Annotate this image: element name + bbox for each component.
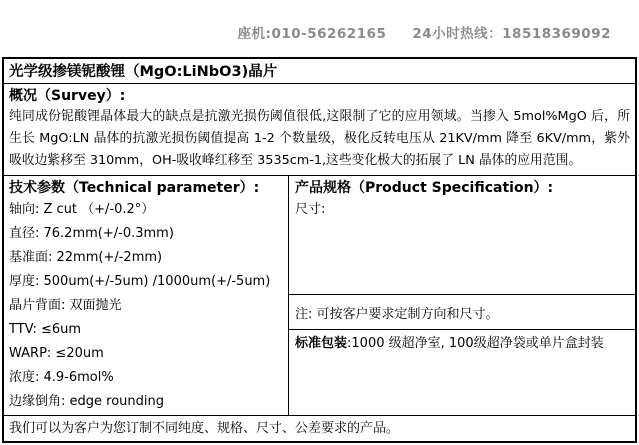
packaging-cell bbox=[289, 330, 635, 415]
tech-item-warp: WARP: ≤20um bbox=[9, 346, 104, 362]
technical-parameters-label: 技术参数（Technical parameter）: bbox=[9, 180, 260, 197]
landline-number: 座机:010-56262165 bbox=[237, 26, 387, 42]
parameters-row bbox=[4, 176, 635, 415]
hotline-number: 24小时热线：18518369092 bbox=[412, 26, 611, 42]
tech-item-ttv: TTV: ≤6um bbox=[9, 322, 82, 338]
tech-item-reference-flat: 基准面: 22mm(+/-2mm) bbox=[9, 250, 163, 266]
packaging-text: :1000 级超净室, 100级超净袋或单片盒封装 bbox=[347, 336, 604, 352]
tech-item-diameter: 直径: 76.2mm(+/-0.3mm) bbox=[9, 226, 174, 242]
contact-header bbox=[0, 22, 611, 42]
product-specification-cell bbox=[289, 176, 635, 415]
survey-label: 概况（Survey）: bbox=[9, 87, 126, 104]
specification-note-cell: 注: 可按客户要求定制方向和尺寸。 bbox=[289, 294, 635, 330]
tech-item-edge: 边缘倒角: edge rounding bbox=[9, 394, 164, 410]
tech-item-thickness: 厚度: 500um(+/-5um) /1000um(+/-5um) bbox=[9, 274, 271, 290]
tech-item-concentration: 浓度: 4.9-6mol% bbox=[9, 370, 114, 386]
technical-parameters-cell bbox=[4, 176, 289, 415]
custom-order-note: 我们可以为客户为您订制不同纯度、规格、尺寸、公差要求的产品。 bbox=[4, 415, 635, 441]
tech-item-axis: 轴向: Z cut （+/-0.2°） bbox=[9, 202, 155, 218]
spec-table bbox=[2, 57, 637, 443]
packaging-label: 标准包装 bbox=[295, 336, 348, 352]
specification-label: 产品规格（Product Specification）: bbox=[295, 180, 554, 197]
survey-section bbox=[4, 84, 635, 176]
product-title: 光学级掺镁铌酸锂（MgO:LiNbO3)晶片 bbox=[4, 59, 635, 84]
specification-top-cell bbox=[289, 176, 635, 294]
survey-paragraph: 纯同成份铌酸锂晶体最大的缺点是抗激光损伤阈值很低,这限制了它的应用领域。当掺入 5mol%MgO 后，所生长 MgO:LN 晶体的抗激光损伤阈值提高 1-2 个数量级，极化反转电压从 21KV/mm 降至 6KV/mm，紫外吸收边紫移至 310mm，OH-吸收峰红移至 3535cm-1,这些变化极大的拓展了 LN 晶体的应用范围。 bbox=[9, 108, 630, 168]
size-label: 尺寸: bbox=[295, 202, 326, 218]
tech-item-backside: 晶片背面: 双面抛光 bbox=[9, 298, 122, 314]
